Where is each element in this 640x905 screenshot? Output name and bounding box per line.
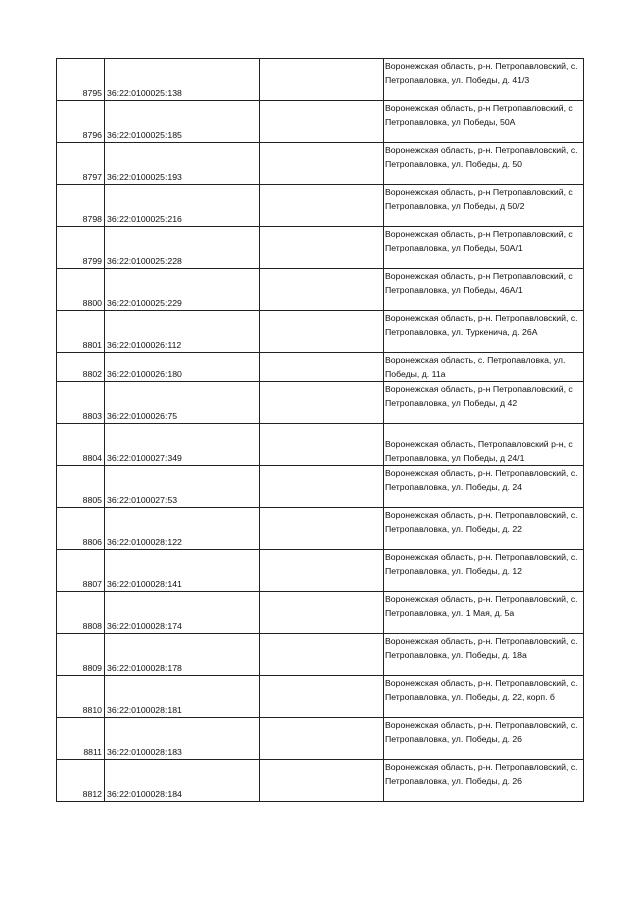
empty-cell <box>260 382 384 424</box>
table-row <box>57 676 584 718</box>
cadastral-number: 36:22:0100028:174 <box>105 592 260 634</box>
table-row <box>57 185 584 227</box>
row-number: 8812 <box>57 760 105 802</box>
empty-cell <box>260 550 384 592</box>
empty-cell <box>260 269 384 311</box>
cadastral-number: 36:22:0100025:228 <box>105 227 260 269</box>
cadastral-number: 36:22:0100025:138 <box>105 59 260 101</box>
address-cell: Воронежская область, р-н Петропавловский, с Петропавловка, ул Победы, 50А/1 <box>384 227 584 269</box>
table-row <box>57 634 584 676</box>
cadastral-number: 36:22:0100025:229 <box>105 269 260 311</box>
row-number: 8801 <box>57 311 105 353</box>
table-row <box>57 311 584 353</box>
empty-cell <box>260 185 384 227</box>
table-row <box>57 550 584 592</box>
registry-table-body <box>57 59 584 802</box>
cadastral-number: 36:22:0100028:122 <box>105 508 260 550</box>
empty-cell <box>260 311 384 353</box>
table-row <box>57 382 584 424</box>
empty-cell <box>260 227 384 269</box>
address-cell: Воронежская область, р-н. Петропавловский, с. Петропавловка, ул. Туркенича, д. 26А <box>384 311 584 353</box>
row-number: 8800 <box>57 269 105 311</box>
address-cell: Воронежская область, р-н Петропавловский, с Петропавловка, ул Победы, д 50/2 <box>384 185 584 227</box>
table-row <box>57 269 584 311</box>
address-cell: Воронежская область, р-н. Петропавловский, с. Петропавловка, ул. Победы, д. 41/3 <box>384 59 584 101</box>
cadastral-number: 36:22:0100025:193 <box>105 143 260 185</box>
registry-table <box>56 58 584 802</box>
cadastral-number: 36:22:0100025:185 <box>105 101 260 143</box>
address-cell: Воронежская область, р-н. Петропавловский, с. Петропавловка, ул. Победы, д. 22, корп. б <box>384 676 584 718</box>
row-number: 8805 <box>57 466 105 508</box>
table-row <box>57 718 584 760</box>
cadastral-number: 36:22:0100028:184 <box>105 760 260 802</box>
table-row <box>57 353 584 382</box>
address-cell: Воронежская область, р-н. Петропавловский, с. Петропавловка, ул. Победы, д. 26 <box>384 718 584 760</box>
table-row <box>57 592 584 634</box>
cadastral-number: 36:22:0100028:183 <box>105 718 260 760</box>
empty-cell <box>260 508 384 550</box>
row-number: 8802 <box>57 353 105 382</box>
row-number: 8799 <box>57 227 105 269</box>
address-cell: Воронежская область, р-н Петропавловский, с Петропавловка, ул Победы, д 42 <box>384 382 584 424</box>
empty-cell <box>260 676 384 718</box>
row-number: 8810 <box>57 676 105 718</box>
table-row <box>57 424 584 466</box>
empty-cell <box>260 353 384 382</box>
cadastral-number: 36:22:0100026:75 <box>105 382 260 424</box>
row-number: 8808 <box>57 592 105 634</box>
row-number: 8796 <box>57 101 105 143</box>
row-number: 8797 <box>57 143 105 185</box>
table-row <box>57 59 584 101</box>
address-cell: Воронежская область, р-н. Петропавловский, с. Петропавловка, ул. Победы, д. 26 <box>384 760 584 802</box>
cadastral-number: 36:22:0100028:181 <box>105 676 260 718</box>
row-number: 8798 <box>57 185 105 227</box>
empty-cell <box>260 466 384 508</box>
row-number: 8811 <box>57 718 105 760</box>
cadastral-number: 36:22:0100026:180 <box>105 353 260 382</box>
table-row <box>57 143 584 185</box>
table-row <box>57 760 584 802</box>
row-number: 8795 <box>57 59 105 101</box>
cadastral-number: 36:22:0100025:216 <box>105 185 260 227</box>
empty-cell <box>260 59 384 101</box>
empty-cell <box>260 760 384 802</box>
row-number: 8809 <box>57 634 105 676</box>
address-cell: Воронежская область, Петропавловский р-н, с Петропавловка, ул Победы, д 24/1 <box>384 424 584 466</box>
address-cell: Воронежская область, р-н. Петропавловский, с. Петропавловка, ул. Победы, д. 18а <box>384 634 584 676</box>
address-cell: Воронежская область, р-н. Петропавловский, с. Петропавловка, ул. Победы, д. 22 <box>384 508 584 550</box>
address-cell: Воронежская область, р-н. Петропавловский, с. Петропавловка, ул. Победы, д. 50 <box>384 143 584 185</box>
address-cell: Воронежская область, р-н. Петропавловский, с. Петропавловка, ул. Победы, д. 12 <box>384 550 584 592</box>
cadastral-number: 36:22:0100027:53 <box>105 466 260 508</box>
cadastral-number: 36:22:0100026:112 <box>105 311 260 353</box>
address-cell: Воронежская область, р-н. Петропавловский, с. Петропавловка, ул. 1 Мая, д. 5а <box>384 592 584 634</box>
table-row <box>57 101 584 143</box>
table-row <box>57 227 584 269</box>
empty-cell <box>260 634 384 676</box>
row-number: 8803 <box>57 382 105 424</box>
cadastral-number: 36:22:0100028:141 <box>105 550 260 592</box>
empty-cell <box>260 592 384 634</box>
address-cell: Воронежская область, р-н Петропавловский, с Петропавловка, ул Победы, 50А <box>384 101 584 143</box>
empty-cell <box>260 143 384 185</box>
address-cell: Воронежская область, р-н Петропавловский, с Петропавловка, ул Победы, 46А/1 <box>384 269 584 311</box>
table-row <box>57 508 584 550</box>
empty-cell <box>260 101 384 143</box>
row-number: 8806 <box>57 508 105 550</box>
table-row <box>57 466 584 508</box>
row-number: 8807 <box>57 550 105 592</box>
empty-cell <box>260 718 384 760</box>
cadastral-number: 36:22:0100027:349 <box>105 424 260 466</box>
row-number: 8804 <box>57 424 105 466</box>
address-cell: Воронежская область, р-н. Петропавловский, с. Петропавловка, ул. Победы, д. 24 <box>384 466 584 508</box>
cadastral-number: 36:22:0100028:178 <box>105 634 260 676</box>
address-cell: Воронежская область, с. Петропавловка, ул. Победы, д. 11а <box>384 353 584 382</box>
empty-cell <box>260 424 384 466</box>
